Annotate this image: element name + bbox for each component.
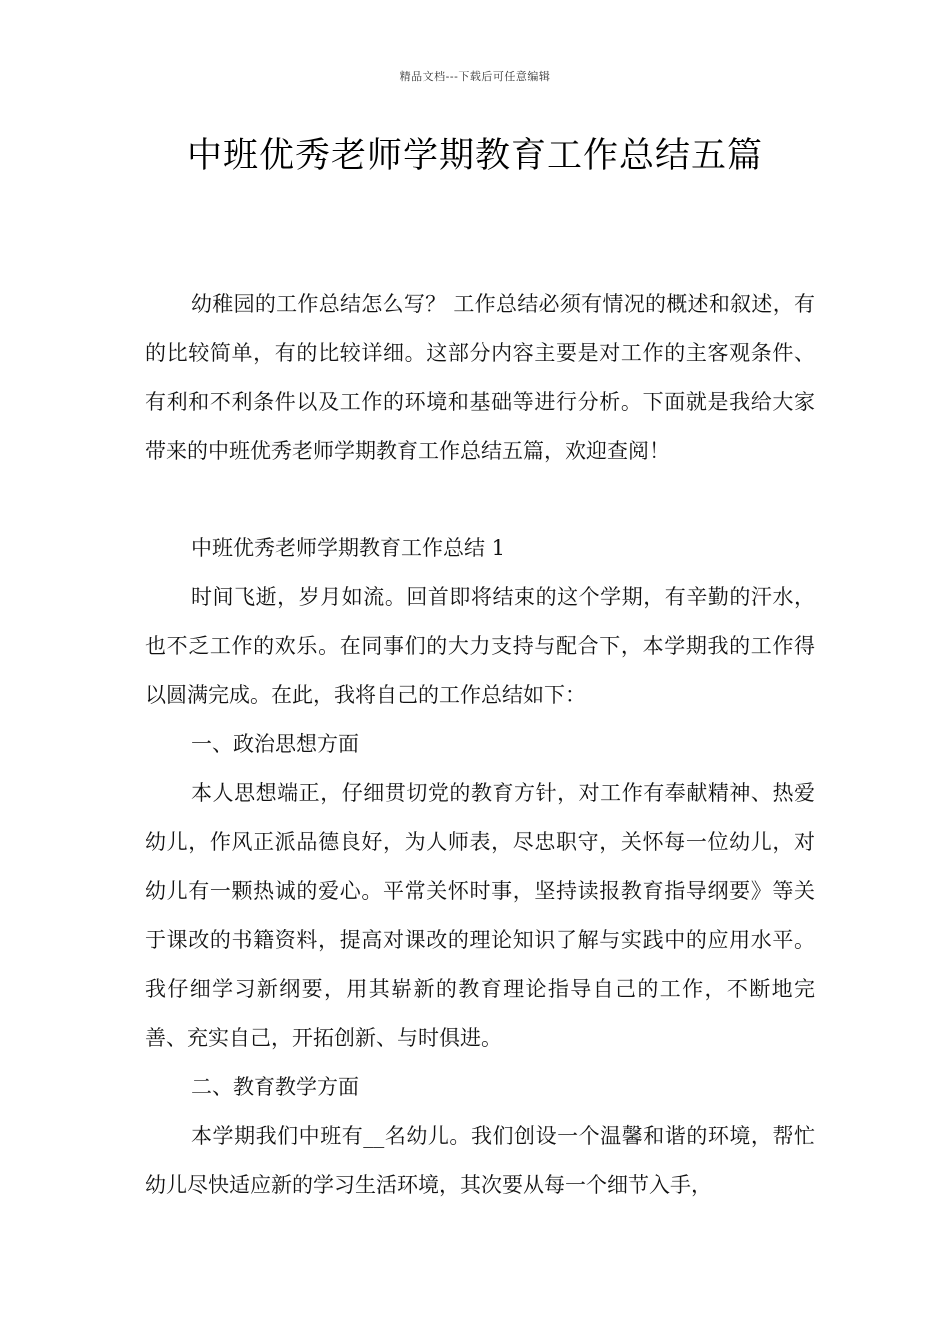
section-1-paragraph: 时间飞逝，岁月如流。回首即将结束的这个学期，有辛勤的汗水，也不乏工作的欢乐。在同事们的大力支持与配合下，本学期我的工作得以圆满完成。在此，我将自己的工作总结如下： (145, 585, 815, 707)
header-note: 精品文档---下载后可任意编辑 (399, 70, 551, 83)
subsection-2-paragraph: 本学期我们中班有__名幼儿。我们创设一个温馨和谐的环境，帮忙幼儿尽快适应新的学习生活环境，其次要从每一个细节入手， (145, 1124, 815, 1197)
subsection-1-title: 一、政治思想方面 (191, 732, 359, 756)
intro-paragraph: 幼稚园的工作总结怎么写？ 工作总结必须有情况的概述和叙述，有的比较简单，有的比较详细。这部分内容主要是对工作的主客观条件、有利和不利条件以及工作的环境和基础等进行分析。下面就是我给大家带来的中班优秀老师学期教育工作总结五篇，欢迎查阅！ (145, 292, 815, 463)
document-body (145, 280, 815, 1210)
section-1-title: 中班优秀老师学期教育工作总结 1 (191, 536, 506, 560)
document-title: 中班优秀老师学期教育工作总结五篇 (186, 136, 763, 176)
subsection-2-title: 二、教育教学方面 (191, 1075, 359, 1099)
subsection-1-paragraph: 本人思想端正，仔细贯切党的教育方针，对工作有奉献精神、热爱幼儿，作风正派品德良好，为人师表，尽忠职守，关怀每一位幼儿，对幼儿有一颗热诚的爱心。平常关怀时事，坚持读报教育指导纲要》等关于课改的书籍资料，提高对课改的理论知识了解与实践中的应用水平。我仔细学习新纲要，用其崭新的教育理论指导自己的工作，不断地完善、充实自己，开拓创新、与时俱进。 (145, 781, 815, 1050)
